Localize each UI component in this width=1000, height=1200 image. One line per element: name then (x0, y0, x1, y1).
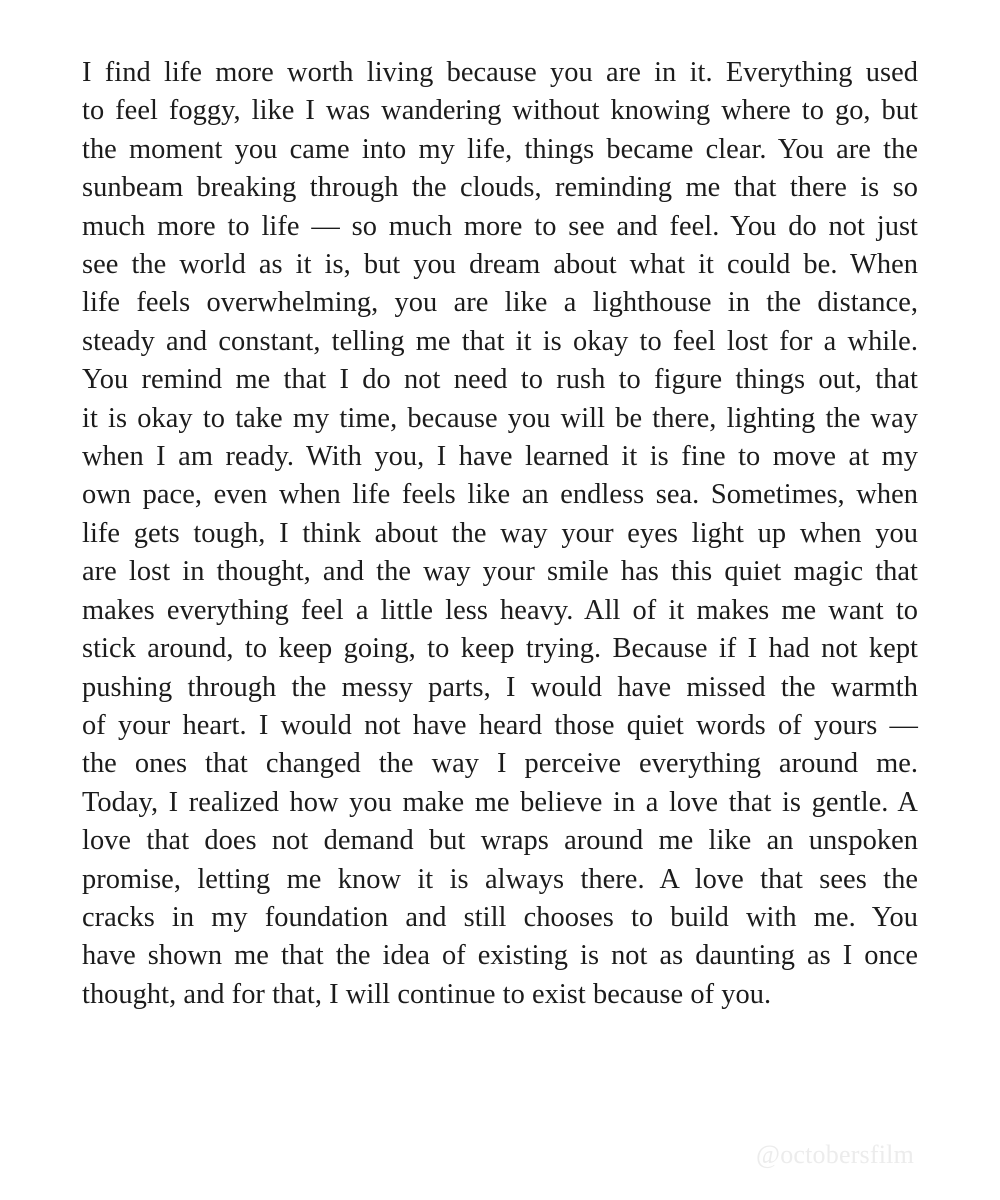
letter-line-25: thought, and for that, I will continue to exist because of you. (82, 978, 772, 1010)
letter-line-11: when I am ready. With you, I have learned it is fine to move at my (82, 441, 918, 473)
letter-line-23: cracks in my foundation and still chooses to build with me. You (82, 901, 918, 933)
letter-body (82, 54, 918, 1014)
watermark: @octobersfilm (756, 1140, 914, 1169)
letter-line-22: promise, letting me know it is always there. A love that sees the (82, 863, 918, 895)
letter-line-7: life feels overwhelming, you are like a lighthouse in the distance, (82, 287, 918, 319)
letter-line-14: are lost in thought, and the way your smile has this quiet magic that (82, 556, 918, 588)
letter-line-12: own pace, even when life feels like an endless sea. Sometimes, when (82, 479, 918, 511)
letter-line-1: I find life more worth living because you are in it. Everything used (82, 57, 918, 88)
letter-line-16: stick around, to keep going, to keep trying. Because if I had not kept (82, 633, 918, 665)
letter-line-5: much more to life — so much more to see and feel. You do not just (82, 210, 918, 242)
letter-line-24: have shown me that the idea of existing is not as daunting as I once (82, 940, 918, 972)
letter-line-19: the ones that changed the way I perceive everything around me. (82, 748, 918, 780)
letter-line-20: Today, I realized how you make me believe in a love that is gentle. A (82, 786, 918, 818)
letter-line-6: see the world as it is, but you dream about what it could be. When (82, 249, 918, 281)
letter-line-17: pushing through the messy parts, I would have missed the warmth (82, 671, 918, 703)
letter-line-8: steady and constant, telling me that it is okay to feel lost for a while. (82, 325, 918, 357)
letter-line-2: to feel foggy, like I was wandering without knowing where to go, but (82, 95, 918, 127)
letter-line-9: You remind me that I do not need to rush to figure things out, that (82, 364, 918, 396)
letter-line-15: makes everything feel a little less heavy. All of it makes me want to (82, 594, 918, 626)
letter-line-10: it is okay to take my time, because you will be there, lighting the way (82, 402, 918, 434)
letter-line-3: the moment you came into my life, things became clear. You are the (82, 133, 918, 165)
letter-line-18: of your heart. I would not have heard those quiet words of yours — (82, 709, 918, 741)
letter-line-21: love that does not demand but wraps around me like an unspoken (82, 825, 918, 857)
letter-line-13: life gets tough, I think about the way your eyes light up when you (82, 517, 918, 549)
letter-line-4: sunbeam breaking through the clouds, reminding me that there is so (82, 172, 918, 204)
